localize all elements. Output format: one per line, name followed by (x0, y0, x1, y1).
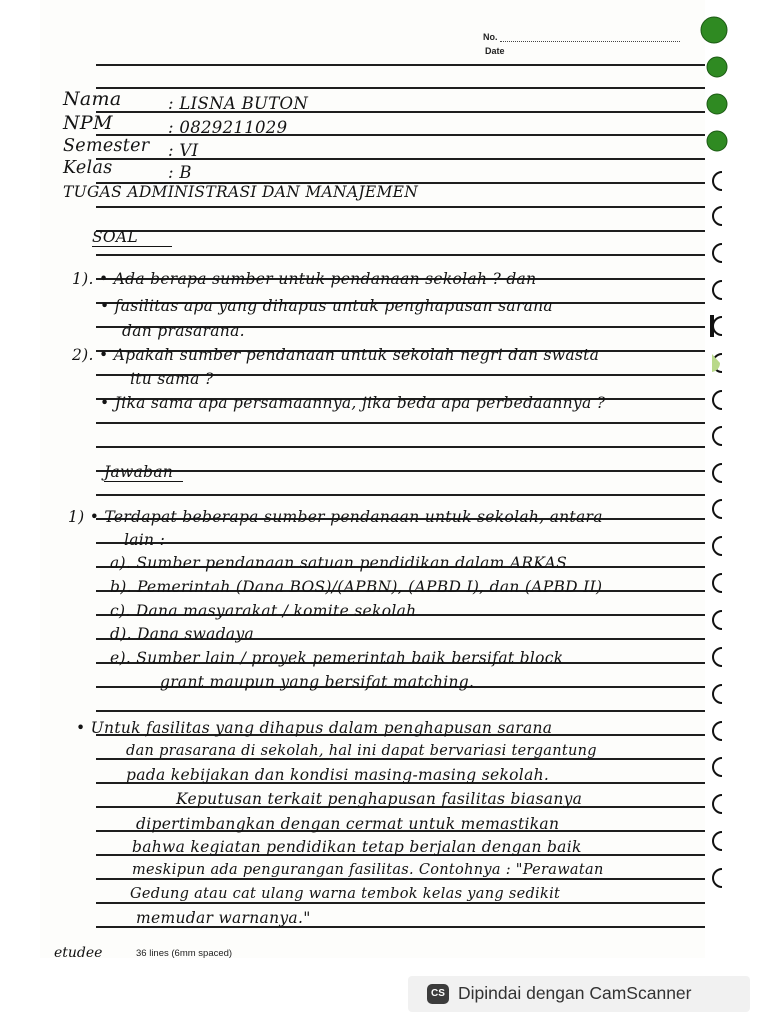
value-npm: : 0829211029 (168, 118, 288, 137)
jawaban-line: grant maupun yang bersifat matching. (160, 673, 475, 691)
ruled-line (96, 64, 705, 66)
soal-line: dan prasarana. (122, 322, 245, 340)
jawaban-line: pada kebijakan dan kondisi masing-masing sekolah. (126, 766, 550, 784)
notebook-brand: etudee (54, 945, 103, 961)
jawaban-line: meskipun ada pengurangan fasilitas. Contohnya : "Perawatan (132, 862, 604, 878)
ruled-line (96, 878, 705, 880)
soal-line: 1). • Ada berapa sumber untuk pendanaan sekolah ? dan (72, 270, 537, 288)
page-number-label: No. (483, 32, 498, 42)
jawaban-line: a). Sumber pendanaan satuan pendidikan dalam ARKAS (110, 554, 568, 572)
soal-line: itu sama ? (130, 370, 214, 388)
soal-line: 2). • Apakah sumber pendanaan untuk sekolah negri dan swasta (72, 346, 600, 364)
camscanner-watermark (408, 976, 750, 1012)
jawaban-heading: Jawaban (104, 463, 183, 482)
page-date-label: Date (485, 46, 505, 56)
ruled-line (96, 446, 705, 448)
jawaban-line: bahwa kegiatan pendidikan tetap berjalan dengan baik (132, 838, 582, 856)
jawaban-line: c). Dana masyarakat / komite sekolah (110, 602, 417, 620)
label-npm: NPM (63, 112, 113, 134)
jawaban-line: • Untuk fasilitas yang dihapus dalam penghapusan sarana (76, 719, 553, 737)
ruled-line (96, 710, 705, 712)
ruled-line (96, 470, 705, 472)
jawaban-line: dipertimbangkan dengan cermat untuk memastikan (136, 815, 560, 833)
value-semester: : VI (168, 141, 199, 160)
assignment-title: TUGAS ADMINISTRASI DAN MANAJEMEN (63, 183, 419, 201)
ruled-line (96, 254, 705, 256)
ruled-line (96, 902, 705, 904)
value-kelas: : B (168, 163, 192, 182)
notebook-ruling-label: 36 lines (6mm spaced) (136, 948, 233, 959)
camscanner-text: Dipindai dengan CamScanner (458, 983, 692, 1003)
jawaban-line: lain : (124, 531, 166, 549)
ruled-line (96, 422, 705, 424)
ruled-line (96, 206, 705, 208)
value-nama: : LISNA BUTON (168, 94, 309, 113)
camscanner-logo-icon: CS (427, 984, 449, 1004)
jawaban-line: b). Pemerintah (Dana BOS)/(APBN), (APBD I), dan (APBD II) (110, 578, 603, 596)
ruled-line (96, 542, 705, 544)
jawaban-line: dan prasarana di sekolah, hal ini dapat bervariasi tergantung (126, 743, 597, 759)
jawaban-line: Gedung atau cat ulang warna tembok kelas yang sedikit (130, 886, 561, 902)
soal-line: • Jika sama apa persamaannya, jika beda apa perbedaannya ? (100, 394, 606, 412)
soal-heading: SOAL (92, 228, 172, 247)
jawaban-line: d). Dana swadaya (110, 625, 255, 643)
jawaban-line: e). Sumber lain / proyek pemerintah baik bersifat block (110, 649, 564, 667)
label-nama: Nama (63, 88, 122, 110)
soal-line: • fasilitas apa yang dihapus untuk penghapusan sarana (100, 297, 553, 315)
jawaban-line: 1) • Terdapat beberapa sumber pendanaan untuk sekolah, antara (68, 508, 603, 526)
ruled-line (96, 494, 705, 496)
label-kelas: Kelas (63, 158, 113, 178)
jawaban-line: Keputusan terkait penghapusan fasilitas biasanya (176, 790, 583, 808)
number-dotted-line (500, 41, 680, 42)
jawaban-line: memudar warnanya." (136, 909, 311, 927)
ruled-line (96, 230, 705, 232)
ruled-line (96, 87, 705, 89)
spiral-binding (700, 0, 768, 960)
label-semester: Semester (63, 136, 150, 156)
